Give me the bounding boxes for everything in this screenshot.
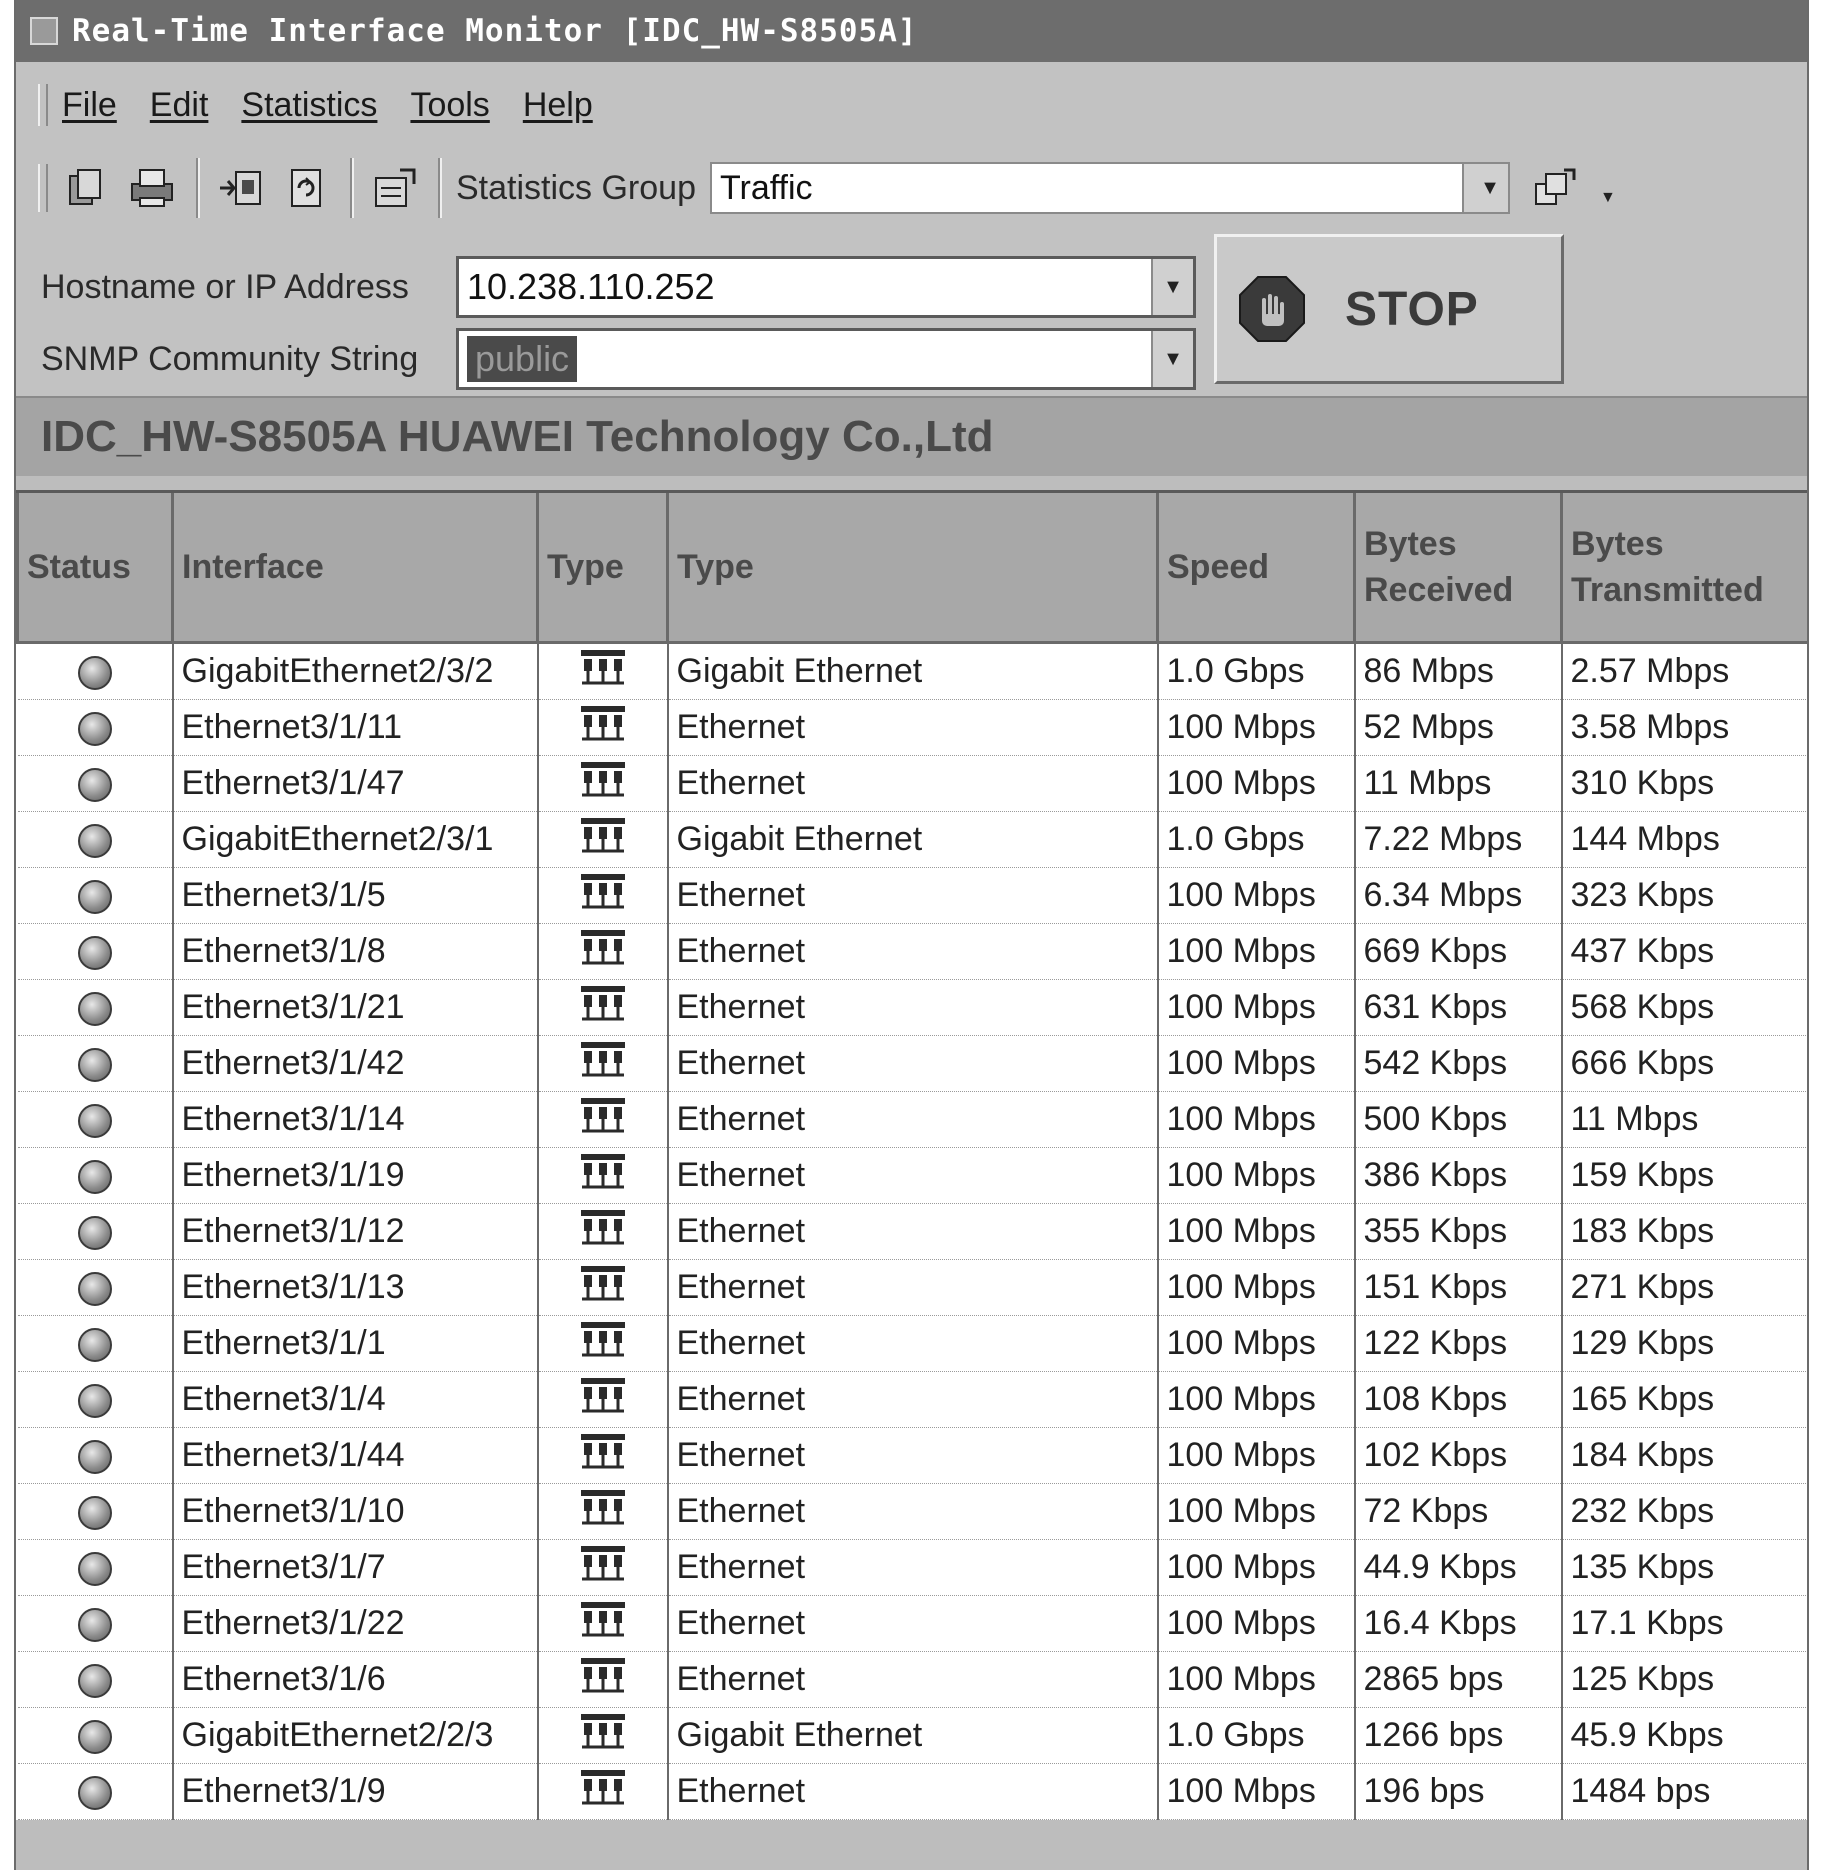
status-indicator-icon xyxy=(78,992,112,1026)
type-icon-cell xyxy=(538,868,668,924)
interface-cell: Ethernet3/1/22 xyxy=(173,1596,538,1652)
type-cell: Ethernet xyxy=(668,1036,1158,1092)
speed-cell: 100 Mbps xyxy=(1158,1596,1355,1652)
table-row[interactable] xyxy=(18,1204,1810,1260)
bytes-received-cell: 631 Kbps xyxy=(1355,980,1562,1036)
statistics-group-label: Statistics Group xyxy=(456,168,696,207)
type-cell: Gigabit Ethernet xyxy=(668,812,1158,868)
interface-cell: Ethernet3/1/1 xyxy=(173,1316,538,1372)
type-cell: Ethernet xyxy=(668,756,1158,812)
network-interface-icon xyxy=(578,1711,628,1751)
type-cell: Ethernet xyxy=(668,1092,1158,1148)
status-cell xyxy=(18,1596,173,1652)
chevron-down-icon[interactable]: ▼ xyxy=(1462,164,1508,212)
type-cell: Ethernet xyxy=(668,1540,1158,1596)
interface-cell: Ethernet3/1/19 xyxy=(173,1148,538,1204)
column-header-bytes-received[interactable]: Bytes Received xyxy=(1355,493,1562,643)
menu-statistics[interactable]: Statistics xyxy=(241,85,378,124)
stop-hand-icon xyxy=(1237,274,1307,344)
type-cell: Ethernet xyxy=(668,1260,1158,1316)
open-button[interactable] xyxy=(60,162,112,214)
bytes-received-cell: 108 Kbps xyxy=(1355,1372,1562,1428)
import-button[interactable] xyxy=(214,162,266,214)
table-header-row xyxy=(18,493,1810,643)
type-icon-cell xyxy=(538,980,668,1036)
bytes-transmitted-cell: 323 Kbps xyxy=(1562,868,1810,924)
network-interface-icon xyxy=(578,703,628,743)
type-icon-cell xyxy=(538,1204,668,1260)
status-cell xyxy=(18,924,173,980)
status-cell xyxy=(18,1036,173,1092)
table-row[interactable] xyxy=(18,756,1810,812)
speed-cell: 100 Mbps xyxy=(1158,1372,1355,1428)
bytes-transmitted-cell: 45.9 Kbps xyxy=(1562,1708,1810,1764)
interface-cell: Ethernet3/1/14 xyxy=(173,1092,538,1148)
interface-cell: GigabitEthernet2/3/1 xyxy=(173,812,538,868)
interface-cell: Ethernet3/1/9 xyxy=(173,1764,538,1820)
bytes-received-cell: 44.9 Kbps xyxy=(1355,1540,1562,1596)
column-header-type-icon[interactable]: Type xyxy=(538,493,668,643)
status-cell xyxy=(18,1652,173,1708)
status-indicator-icon xyxy=(78,768,112,802)
type-icon-cell xyxy=(538,1652,668,1708)
table-row[interactable] xyxy=(18,1148,1810,1204)
type-icon-cell xyxy=(538,1092,668,1148)
status-cell xyxy=(18,1708,173,1764)
bytes-received-cell: 16.4 Kbps xyxy=(1355,1596,1562,1652)
host-value: 10.238.110.252 xyxy=(467,266,715,307)
status-indicator-icon xyxy=(78,1272,112,1306)
status-cell xyxy=(18,1092,173,1148)
bytes-received-cell: 7.22 Mbps xyxy=(1355,812,1562,868)
type-icon-cell xyxy=(538,643,668,700)
network-interface-icon xyxy=(578,1095,628,1135)
import-icon xyxy=(216,166,264,210)
community-value: public xyxy=(467,336,577,382)
type-icon-cell xyxy=(538,812,668,868)
bytes-received-cell: 2865 bps xyxy=(1355,1652,1562,1708)
status-indicator-icon xyxy=(78,1664,112,1698)
speed-cell: 100 Mbps xyxy=(1158,1764,1355,1820)
type-cell: Ethernet xyxy=(668,1764,1158,1820)
type-cell: Ethernet xyxy=(668,1148,1158,1204)
status-cell xyxy=(18,1428,173,1484)
network-interface-icon xyxy=(578,1599,628,1639)
type-icon-cell xyxy=(538,1484,668,1540)
bytes-transmitted-cell: 184 Kbps xyxy=(1562,1428,1810,1484)
toolbar-overflow-icon[interactable]: ▼ xyxy=(1599,189,1616,206)
bytes-transmitted-cell: 165 Kbps xyxy=(1562,1372,1810,1428)
bytes-received-cell: 151 Kbps xyxy=(1355,1260,1562,1316)
toolbar-grip xyxy=(38,164,48,212)
speed-cell: 100 Mbps xyxy=(1158,1204,1355,1260)
status-cell xyxy=(18,1260,173,1316)
bytes-received-cell: 122 Kbps xyxy=(1355,1316,1562,1372)
network-interface-icon xyxy=(578,1487,628,1527)
interface-cell: Ethernet3/1/44 xyxy=(173,1428,538,1484)
column-header-status[interactable]: Status xyxy=(18,493,173,643)
interface-table xyxy=(16,490,1809,1820)
status-indicator-icon xyxy=(78,1552,112,1586)
status-indicator-icon xyxy=(78,1160,112,1194)
network-interface-icon xyxy=(578,871,628,911)
status-indicator-icon xyxy=(78,1384,112,1418)
bytes-received-cell: 196 bps xyxy=(1355,1764,1562,1820)
type-cell: Ethernet xyxy=(668,924,1158,980)
bytes-received-cell: 500 Kbps xyxy=(1355,1092,1562,1148)
status-cell xyxy=(18,1204,173,1260)
bytes-transmitted-cell: 125 Kbps xyxy=(1562,1652,1810,1708)
toolbar-separator xyxy=(196,158,200,218)
network-interface-icon xyxy=(578,1319,628,1359)
interface-cell: Ethernet3/1/13 xyxy=(173,1260,538,1316)
window-stack-button[interactable] xyxy=(1530,162,1582,214)
interface-cell: Ethernet3/1/11 xyxy=(173,700,538,756)
status-indicator-icon xyxy=(78,1720,112,1754)
type-icon-cell xyxy=(538,1764,668,1820)
type-cell: Ethernet xyxy=(668,700,1158,756)
network-interface-icon xyxy=(578,1431,628,1471)
bytes-received-cell: 542 Kbps xyxy=(1355,1036,1562,1092)
bytes-received-cell: 86 Mbps xyxy=(1355,643,1562,700)
speed-cell: 100 Mbps xyxy=(1158,980,1355,1036)
type-icon-cell xyxy=(538,1428,668,1484)
table-row[interactable] xyxy=(18,868,1810,924)
status-cell xyxy=(18,980,173,1036)
type-icon-cell xyxy=(538,700,668,756)
stop-label: STOP xyxy=(1345,282,1479,336)
interface-cell: Ethernet3/1/7 xyxy=(173,1540,538,1596)
interface-cell: Ethernet3/1/12 xyxy=(173,1204,538,1260)
bytes-transmitted-cell: 129 Kbps xyxy=(1562,1316,1810,1372)
network-interface-icon xyxy=(578,1655,628,1695)
bytes-received-cell: 669 Kbps xyxy=(1355,924,1562,980)
network-interface-icon xyxy=(578,1151,628,1191)
speed-cell: 100 Mbps xyxy=(1158,1316,1355,1372)
type-icon-cell xyxy=(538,1372,668,1428)
type-cell: Ethernet xyxy=(668,1596,1158,1652)
bytes-transmitted-cell: 1484 bps xyxy=(1562,1764,1810,1820)
bytes-received-cell: 102 Kbps xyxy=(1355,1428,1562,1484)
speed-cell: 1.0 Gbps xyxy=(1158,1708,1355,1764)
interface-cell: Ethernet3/1/5 xyxy=(173,868,538,924)
table-row[interactable] xyxy=(18,1596,1810,1652)
title-bar[interactable] xyxy=(16,0,1807,62)
speed-cell: 100 Mbps xyxy=(1158,1036,1355,1092)
status-cell xyxy=(18,700,173,756)
table-row[interactable] xyxy=(18,1540,1810,1596)
type-icon-cell xyxy=(538,1316,668,1372)
bytes-received-cell: 72 Kbps xyxy=(1355,1484,1562,1540)
network-interface-icon xyxy=(578,927,628,967)
refresh-button[interactable] xyxy=(280,162,332,214)
table-row[interactable] xyxy=(18,1484,1810,1540)
speed-cell: 100 Mbps xyxy=(1158,1428,1355,1484)
type-icon-cell xyxy=(538,1540,668,1596)
type-cell: Ethernet xyxy=(668,1316,1158,1372)
type-cell: Ethernet xyxy=(668,1204,1158,1260)
type-cell: Gigabit Ethernet xyxy=(668,1708,1158,1764)
table-row[interactable] xyxy=(18,924,1810,980)
network-interface-icon xyxy=(578,1207,628,1247)
type-icon-cell xyxy=(538,1708,668,1764)
bytes-transmitted-cell: 135 Kbps xyxy=(1562,1540,1810,1596)
speed-cell: 100 Mbps xyxy=(1158,1092,1355,1148)
bytes-transmitted-cell: 3.58 Mbps xyxy=(1562,700,1810,756)
status-cell xyxy=(18,1372,173,1428)
properties-icon xyxy=(370,166,418,210)
type-cell: Ethernet xyxy=(668,980,1158,1036)
table-row[interactable] xyxy=(18,1260,1810,1316)
status-cell xyxy=(18,1316,173,1372)
bytes-received-cell: 355 Kbps xyxy=(1355,1204,1562,1260)
status-indicator-icon xyxy=(78,1608,112,1642)
bytes-transmitted-cell: 183 Kbps xyxy=(1562,1204,1810,1260)
status-indicator-icon xyxy=(78,1048,112,1082)
toolbar-separator xyxy=(438,158,442,218)
open-icon xyxy=(64,166,108,210)
app-icon xyxy=(30,17,58,45)
speed-cell: 100 Mbps xyxy=(1158,1484,1355,1540)
type-icon-cell xyxy=(538,1596,668,1652)
refresh-icon xyxy=(284,166,328,210)
app-window xyxy=(14,0,1809,1870)
print-button[interactable] xyxy=(126,162,178,214)
network-interface-icon xyxy=(578,1039,628,1079)
status-indicator-icon xyxy=(78,656,112,690)
table-row[interactable] xyxy=(18,1428,1810,1484)
speed-cell: 100 Mbps xyxy=(1158,1540,1355,1596)
status-indicator-icon xyxy=(78,1216,112,1250)
speed-cell: 100 Mbps xyxy=(1158,756,1355,812)
network-interface-icon xyxy=(578,815,628,855)
bytes-transmitted-cell: 2.57 Mbps xyxy=(1562,643,1810,700)
status-indicator-icon xyxy=(78,1776,112,1810)
table-row[interactable] xyxy=(18,643,1810,700)
status-indicator-icon xyxy=(78,1104,112,1138)
bytes-transmitted-cell: 666 Kbps xyxy=(1562,1036,1810,1092)
network-interface-icon xyxy=(578,1263,628,1303)
bytes-transmitted-cell: 11 Mbps xyxy=(1562,1092,1810,1148)
status-indicator-icon xyxy=(78,712,112,746)
network-interface-icon xyxy=(578,1375,628,1415)
status-cell xyxy=(18,1540,173,1596)
connection-panel xyxy=(16,228,1807,396)
community-label: SNMP Community String xyxy=(41,340,419,378)
interface-cell: Ethernet3/1/8 xyxy=(173,924,538,980)
statistics-group-value: Traffic xyxy=(719,168,813,207)
speed-cell: 100 Mbps xyxy=(1158,1148,1355,1204)
table-row[interactable] xyxy=(18,1764,1810,1820)
menu-edit[interactable]: Edit xyxy=(149,85,209,124)
interface-cell: Ethernet3/1/10 xyxy=(173,1484,538,1540)
status-indicator-icon xyxy=(78,1440,112,1474)
column-header-bytes-transmitted[interactable]: Bytes Transmitted xyxy=(1562,493,1810,643)
properties-button[interactable] xyxy=(368,162,420,214)
bytes-transmitted-cell: 17.1 Kbps xyxy=(1562,1596,1810,1652)
speed-cell: 100 Mbps xyxy=(1158,700,1355,756)
status-cell xyxy=(18,1484,173,1540)
bytes-transmitted-cell: 159 Kbps xyxy=(1562,1148,1810,1204)
type-cell: Ethernet xyxy=(668,868,1158,924)
menu-file[interactable]: File xyxy=(62,85,117,124)
bytes-received-cell: 11 Mbps xyxy=(1355,756,1562,812)
menu-bar xyxy=(16,62,1807,148)
status-indicator-icon xyxy=(78,1328,112,1362)
chevron-down-icon[interactable]: ▼ xyxy=(1151,259,1193,315)
type-icon-cell xyxy=(538,1148,668,1204)
bytes-transmitted-cell: 310 Kbps xyxy=(1562,756,1810,812)
column-header-speed[interactable]: Speed xyxy=(1158,493,1355,643)
table-row[interactable] xyxy=(18,980,1810,1036)
table-row[interactable] xyxy=(18,1092,1810,1148)
type-cell: Ethernet xyxy=(668,1652,1158,1708)
bytes-transmitted-cell: 232 Kbps xyxy=(1562,1484,1810,1540)
speed-cell: 100 Mbps xyxy=(1158,1260,1355,1316)
speed-cell: 1.0 Gbps xyxy=(1158,812,1355,868)
device-title: IDC_HW-S8505A HUAWEI Technology Co.,Ltd xyxy=(16,396,1807,476)
interface-cell: Ethernet3/1/4 xyxy=(173,1372,538,1428)
bytes-transmitted-cell: 568 Kbps xyxy=(1562,980,1810,1036)
network-interface-icon xyxy=(578,1543,628,1583)
interface-cell: GigabitEthernet2/2/3 xyxy=(173,1708,538,1764)
bytes-received-cell: 1266 bps xyxy=(1355,1708,1562,1764)
status-cell xyxy=(18,1764,173,1820)
type-cell: Ethernet xyxy=(668,1484,1158,1540)
status-cell xyxy=(18,868,173,924)
toolbar-separator xyxy=(350,158,354,218)
type-icon-cell xyxy=(538,1036,668,1092)
status-cell xyxy=(18,1148,173,1204)
status-indicator-icon xyxy=(78,824,112,858)
type-cell: Ethernet xyxy=(668,1372,1158,1428)
bytes-transmitted-cell: 437 Kbps xyxy=(1562,924,1810,980)
interface-cell: GigabitEthernet2/3/2 xyxy=(173,643,538,700)
table-row[interactable] xyxy=(18,1708,1810,1764)
bytes-transmitted-cell: 271 Kbps xyxy=(1562,1260,1810,1316)
speed-cell: 100 Mbps xyxy=(1158,868,1355,924)
table-row[interactable] xyxy=(18,700,1810,756)
table-row[interactable] xyxy=(18,1372,1810,1428)
chevron-down-icon[interactable]: ▼ xyxy=(1151,331,1193,387)
interface-cell: Ethernet3/1/6 xyxy=(173,1652,538,1708)
table-row[interactable] xyxy=(18,1652,1810,1708)
interface-cell: Ethernet3/1/21 xyxy=(173,980,538,1036)
table-row[interactable] xyxy=(18,1316,1810,1372)
type-cell: Ethernet xyxy=(668,1428,1158,1484)
print-icon xyxy=(128,166,176,210)
speed-cell: 1.0 Gbps xyxy=(1158,643,1355,700)
column-header-interface[interactable]: Interface xyxy=(173,493,538,643)
status-indicator-icon xyxy=(78,1496,112,1530)
statistics-group-select[interactable] xyxy=(710,162,1510,214)
bytes-received-cell: 6.34 Mbps xyxy=(1355,868,1562,924)
status-indicator-icon xyxy=(78,936,112,970)
interface-cell: Ethernet3/1/42 xyxy=(173,1036,538,1092)
status-indicator-icon xyxy=(78,880,112,914)
table-row[interactable] xyxy=(18,1036,1810,1092)
network-interface-icon xyxy=(578,759,628,799)
column-header-type[interactable]: Type xyxy=(668,493,1158,643)
community-input[interactable] xyxy=(456,328,1196,390)
network-interface-icon xyxy=(578,1767,628,1807)
host-label: Hostname or IP Address xyxy=(41,268,409,306)
table-row[interactable] xyxy=(18,812,1810,868)
type-icon-cell xyxy=(538,1260,668,1316)
window-stack-icon xyxy=(1532,166,1580,210)
interface-cell: Ethernet3/1/47 xyxy=(173,756,538,812)
status-cell xyxy=(18,756,173,812)
toolbar xyxy=(16,148,1807,228)
status-cell xyxy=(18,812,173,868)
network-interface-icon xyxy=(578,647,628,687)
status-cell xyxy=(18,643,173,700)
menu-tools[interactable]: Tools xyxy=(410,85,490,124)
type-cell: Gigabit Ethernet xyxy=(668,643,1158,700)
bytes-received-cell: 386 Kbps xyxy=(1355,1148,1562,1204)
menu-help[interactable]: Help xyxy=(522,85,593,124)
bytes-transmitted-cell: 144 Mbps xyxy=(1562,812,1810,868)
network-interface-icon xyxy=(578,983,628,1023)
host-input[interactable] xyxy=(456,256,1196,318)
speed-cell: 100 Mbps xyxy=(1158,924,1355,980)
bytes-received-cell: 52 Mbps xyxy=(1355,700,1562,756)
type-icon-cell xyxy=(538,756,668,812)
stop-button[interactable] xyxy=(1214,234,1564,384)
menu-grip xyxy=(38,84,48,126)
window-title: Real-Time Interface Monitor [IDC_HW-S8505A] xyxy=(72,13,918,49)
speed-cell: 100 Mbps xyxy=(1158,1652,1355,1708)
type-icon-cell xyxy=(538,924,668,980)
